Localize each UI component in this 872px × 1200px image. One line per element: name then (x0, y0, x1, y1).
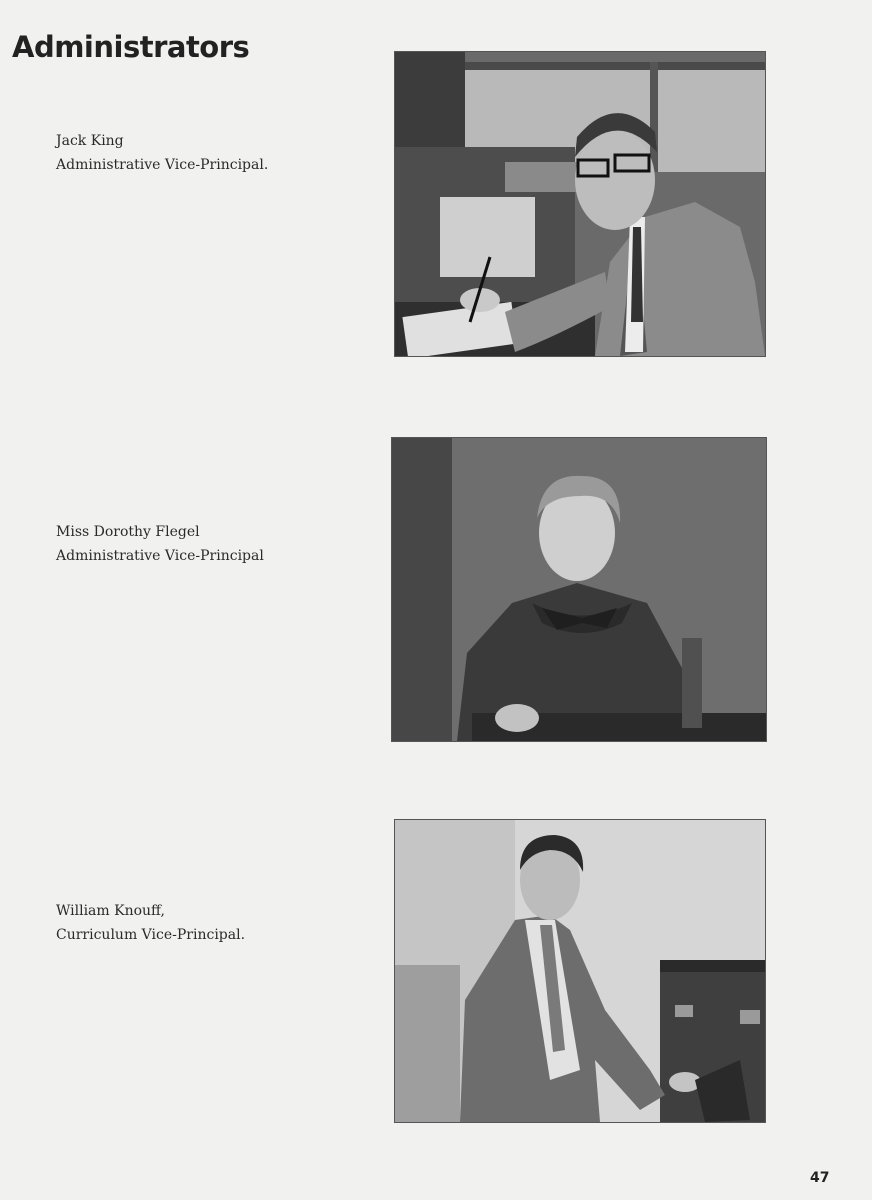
person-title: Administrative Vice-Principal. (56, 157, 269, 173)
person-title: Administrative Vice-Principal (56, 548, 264, 564)
photo-jack-king (395, 52, 765, 356)
person-name: William Knouff, (56, 903, 165, 919)
caption-dorothy-flegel (56, 520, 264, 568)
page-title: Administrators (12, 30, 250, 64)
caption-jack-king (56, 129, 268, 177)
person-title: Curriculum Vice-Principal. (56, 927, 246, 943)
person-name: Jack King (56, 133, 124, 149)
photo-dorothy-flegel (392, 438, 766, 741)
photo-william-knouff (395, 820, 765, 1122)
caption-william-knouff (56, 899, 245, 947)
page-number: 47 (810, 1170, 830, 1186)
person-name: Miss Dorothy Flegel (56, 524, 200, 540)
